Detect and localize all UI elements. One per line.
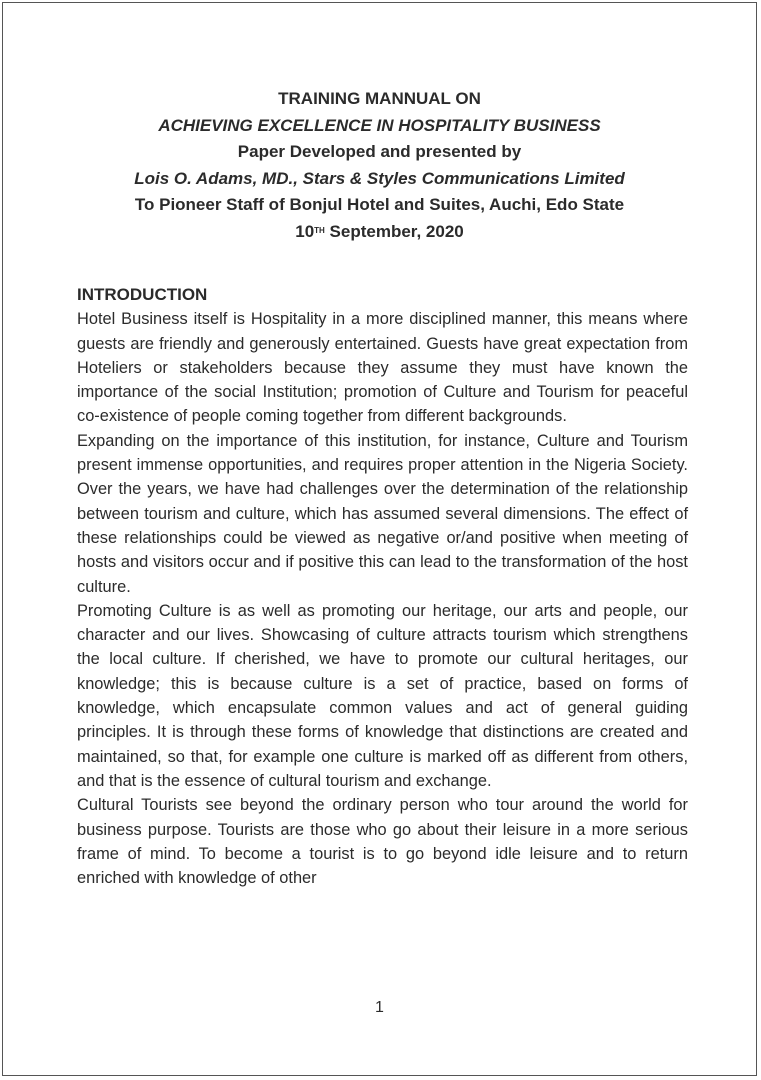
paragraph: Expanding on the importance of this institution, for instance, Culture and Tourism present immense opportunities, and requires proper attention in the Nigeria Society. Over the years, we have had challenges over the determination of the relationship between tourism and culture, which has assumed several dimensions. The effect of these relationships could be viewed as negative or/and positive when meeting of hosts and visitors occur and if positive this can lead to the transformation of the host culture.: [77, 431, 688, 596]
paragraph: Promoting Culture is as well as promoting our heritage, our arts and people, our character and our lives. Showcasing of culture attracts tourism which strengthens the local culture. If cherished, we have to promote our cultural heritages, our knowledge; this is because culture is a set of practice, based on forms of knowledge, which encapsulate common values and act of general guiding principles. It is through these forms of knowledge that distinctions are created and maintained, so that, for example one culture is marked off as different from others, and that is the essence of cultural tourism and exchange.: [77, 601, 688, 790]
date-suffix: TH: [314, 225, 325, 235]
page-number: 1: [375, 999, 384, 1016]
header-date: [3, 219, 756, 246]
paragraph: Hotel Business itself is Hospitality in a more disciplined manner, this means where guests are friendly and generously entertained. Guests have great expectation from Hoteliers or stakeholders because they assume they must have known the importance of the social Institution; promotion of Culture and Tourism for peaceful co-existence of people coming together from different backgrounds.: [77, 310, 688, 426]
header-presented-by: Paper Developed and presented by: [237, 142, 522, 161]
header-subject: ACHIEVING EXCELLENCE IN HOSPITALITY BUSINESS: [158, 115, 601, 135]
date-rest: September, 2020: [324, 221, 464, 241]
header-title: TRAINING MANNUAL ON: [278, 89, 481, 108]
section-title: INTRODUCTION: [77, 285, 208, 304]
date-day: 10: [295, 221, 315, 241]
document-page: [2, 2, 757, 1076]
document-header: [3, 86, 756, 245]
document-body: [77, 283, 688, 890]
paragraph: Cultural Tourists see beyond the ordinary person who tour around the world for business purpose. Tourists are those who go about their leisure in a more serious frame of mind. To become a tourist is to go beyond idle leisure and to return enriched with knowledge of other: [77, 796, 688, 888]
header-author: Lois O. Adams, MD., Stars & Styles Communications Limited: [134, 168, 625, 188]
header-audience: To Pioneer Staff of Bonjul Hotel and Suites, Auchi, Edo State: [134, 195, 625, 214]
